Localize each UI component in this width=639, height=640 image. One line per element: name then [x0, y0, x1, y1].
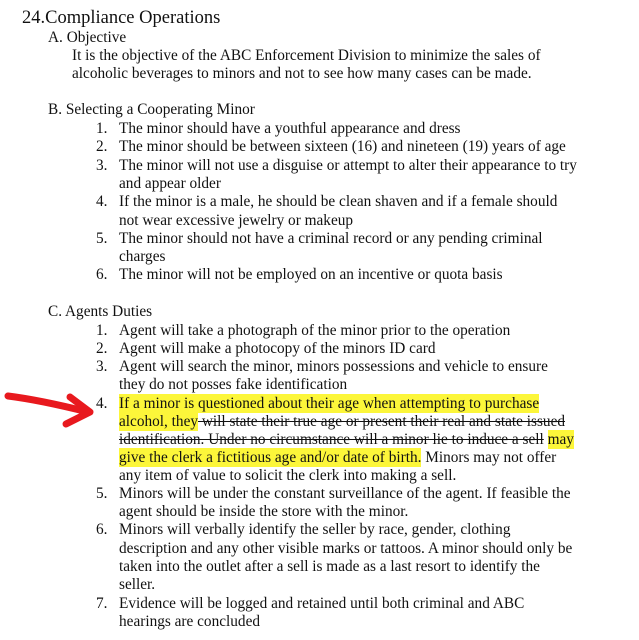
item-text: Evidence will be logged and retained until both criminal and ABC: [119, 594, 525, 612]
list-number: 3.: [96, 358, 108, 376]
struck-text: will state their true age or present their real and state issued: [198, 413, 566, 430]
item-text: taken into the outlet after a sell is made as a last resort to identify the: [119, 557, 540, 575]
list-number: 5.: [96, 229, 108, 247]
objective-text: alcoholic beverages to minors and not to see how many cases can be made.: [72, 65, 532, 82]
item-text: hearings are concluded: [119, 612, 261, 630]
item-text: Minors will be under the constant surveillance of the agent. If feasible the: [119, 484, 571, 502]
item-text: Agent will take a photograph of the minor prior to the operation: [119, 321, 511, 339]
list-number: 7.: [96, 594, 108, 612]
list-number: 4.: [96, 395, 108, 412]
item-text: If the minor is a male, he should be clean shaven and if a female should: [119, 193, 558, 211]
item-text: Agent will make a photocopy of the minors ID card: [119, 339, 436, 357]
heading-agents-duties: C. Agents Duties: [48, 303, 153, 320]
heading-objective: A. Objective: [48, 29, 127, 46]
struck-text: identification. Under no circumstance will a minor lie to induce a sell: [119, 431, 544, 448]
heading-selecting-minor: B. Selecting a Cooperating Minor: [48, 101, 255, 118]
item-text: The minor will not be employed on an incentive or quota basis: [119, 266, 503, 284]
list-number: 1.: [96, 120, 108, 137]
section-title: 24.Compliance Operations: [22, 8, 221, 28]
item-text: description and any other visible marks or tattoos. A minor should only be: [119, 539, 573, 557]
plain-text: Minors may not offer: [421, 449, 557, 466]
item-text: and appear older: [119, 174, 221, 192]
item-text: Minors will verbally identify the seller by race, gender, clothing: [119, 521, 511, 539]
list-number: 6.: [96, 521, 108, 539]
item-text: The minor should have a youthful appearance and dress: [119, 120, 461, 137]
highlighted-text: may: [547, 431, 574, 448]
item-text: agent should be inside the store with the minor.: [119, 503, 409, 520]
item-text: The minor should be between sixteen (16) and nineteen (19) years of age: [119, 138, 566, 156]
item-text: they do not posses fake identification: [119, 376, 348, 394]
item-text: The minor should not have a criminal record or any pending criminal: [119, 229, 543, 247]
highlighted-text: alcohol, they: [119, 413, 199, 430]
list-number: 4.: [96, 193, 108, 211]
item-text: The minor will not use a disguise or attempt to alter their appearance to try: [119, 156, 577, 174]
list-number: 2.: [96, 339, 108, 357]
highlighted-text: If a minor is questioned about their age when attempting to purchase: [119, 395, 540, 412]
list-number: 3.: [96, 156, 108, 174]
objective-text: It is the objective of the ABC Enforcement Division to minimize the sales of: [72, 47, 541, 64]
item-text: charges: [119, 248, 166, 266]
list-number: 2.: [96, 138, 108, 156]
list-number: 6.: [96, 266, 108, 284]
item-text: not wear excessive jewelry or makeup: [119, 211, 354, 229]
item-text: any item of value to solicit the clerk into making a sell.: [119, 467, 457, 484]
highlighted-text: give the clerk a fictitious age and/or date of birth.: [119, 449, 422, 466]
list-number: 5.: [96, 484, 108, 502]
item-text: seller.: [119, 576, 156, 594]
item-text: Agent will search the minor, minors possessions and vehicle to ensure: [119, 358, 548, 376]
list-number: 1.: [96, 321, 108, 339]
